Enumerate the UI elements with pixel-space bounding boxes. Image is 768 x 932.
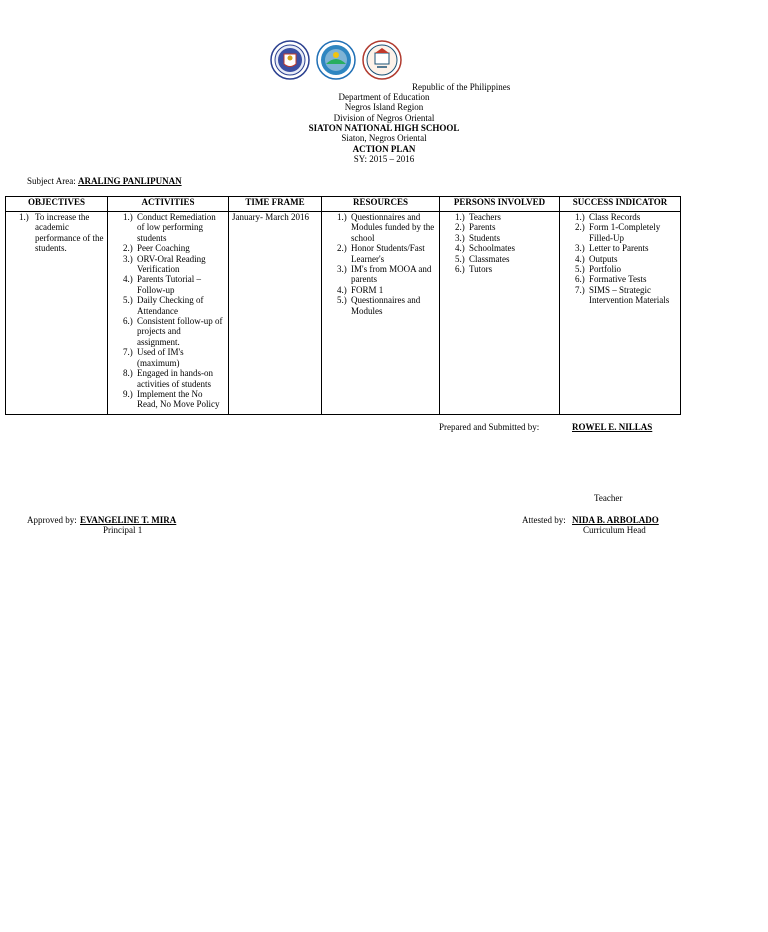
action-plan-table	[5, 196, 681, 415]
school-year: SY: 2015 – 2016	[353, 154, 415, 164]
list-item: 7.) SIMS – Strategic Intervention Materials	[575, 284, 670, 306]
document-title: ACTION PLAN	[352, 144, 416, 154]
indicators-cell	[560, 212, 681, 415]
division-seal-logo	[362, 40, 402, 80]
objectives-cell	[6, 212, 108, 415]
attested-by-name: NIDA B. ARBOLADO	[572, 515, 659, 525]
list-item: 4.) FORM 1	[337, 284, 384, 295]
list-item: 2.) Honor Students/Fast Learner's	[337, 243, 425, 264]
subject-value: ARALING PANLIPUNAN	[78, 176, 182, 186]
attested-by-label: Attested by:	[522, 515, 566, 525]
list-item: 4.) Outputs	[575, 253, 618, 264]
list-item: 5.) Classmates	[455, 253, 510, 264]
subject-area	[27, 176, 182, 186]
table-row	[6, 212, 681, 415]
list-item: 3.) Letter to Parents	[575, 243, 649, 254]
list-item: 5.) Questionnaires and Modules	[337, 295, 421, 316]
col-header-persons: PERSONS INVOLVED	[440, 197, 560, 212]
time-frame-cell: January- March 2016	[229, 212, 322, 415]
list-item: 3.) IM's from MOOA and parents	[337, 264, 432, 285]
list-item: 2.) Parents	[455, 222, 496, 233]
subject-label: Subject Area:	[27, 176, 76, 186]
approved-by-role: Principal 1	[103, 525, 143, 535]
deped-seal-logo	[270, 40, 310, 80]
list-item: 1.) Teachers	[455, 212, 501, 222]
list-item: 4.) Parents Tutorial – Follow-up	[123, 274, 202, 295]
prepared-by-label: Prepared and Submitted by:	[439, 422, 540, 432]
list-item: 3.) ORV-Oral Reading Verification	[123, 253, 206, 275]
list-item: 5.) Portfolio	[575, 264, 622, 275]
prepared-by-name: ROWEL E. NILLAS	[572, 422, 653, 432]
list-item: 6.) Tutors	[455, 264, 493, 275]
list-item: 2.) Form 1-Completely Filled-Up	[575, 222, 661, 243]
list-item: 1.) To increase the academic performance of the students.	[19, 212, 104, 254]
list-item: 1.) Conduct Remediation of low performing students	[123, 212, 216, 243]
list-item: 5.) Daily Checking of Attendance	[123, 295, 204, 316]
division-line: Division of Negros Oriental	[333, 113, 435, 123]
list-item: 2.) Peer Coaching	[123, 243, 190, 254]
list-item: 6.) Formative Tests	[575, 274, 647, 285]
prepared-by-role: Teacher	[594, 493, 623, 503]
approved-by-label: Approved by:	[27, 515, 77, 525]
list-item: 8.) Engaged in hands-on activities of students	[123, 368, 213, 389]
list-item: 3.) Students	[455, 232, 501, 243]
persons-cell	[440, 212, 560, 415]
list-item: 4.) Schoolmates	[455, 243, 515, 254]
department-line: Department of Education	[338, 92, 430, 102]
list-item: 1.) Class Records	[575, 212, 641, 222]
school-address: Siaton, Negros Oriental	[341, 133, 427, 143]
col-header-success: SUCCESS INDICATOR	[560, 197, 681, 212]
region-line: Negros Island Region	[344, 102, 424, 112]
country-line: Republic of the Philippines	[412, 82, 511, 92]
school-name: SIATON NATIONAL HIGH SCHOOL	[308, 123, 460, 133]
activities-cell	[108, 212, 229, 415]
col-header-activities: ACTIVITIES	[108, 197, 229, 212]
approved-by-name: EVANGELINE T. MIRA	[80, 515, 177, 525]
list-item: 1.) Questionnaires and Modules funded by the school	[337, 212, 435, 243]
col-header-time-frame: TIME FRAME	[229, 197, 322, 212]
attested-by-role: Curriculum Head	[583, 525, 646, 535]
resources-cell	[322, 212, 440, 415]
list-item: 7.) Used of IM's (maximum)	[123, 347, 184, 368]
table-header-row	[6, 197, 681, 212]
regional-seal-logo	[316, 40, 356, 80]
list-item: 9.) Implement the No Read, No Move Policy	[123, 388, 220, 410]
col-header-objectives: OBJECTIVES	[6, 197, 108, 212]
col-header-resources: RESOURCES	[322, 197, 440, 212]
list-item: 6.) Consistent follow-up of projects and assignment.	[123, 316, 223, 347]
